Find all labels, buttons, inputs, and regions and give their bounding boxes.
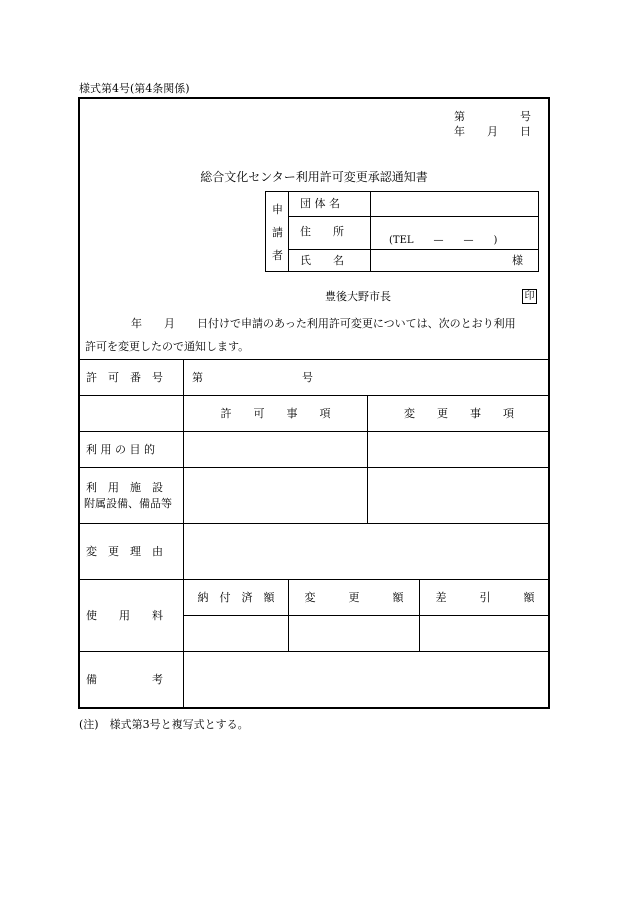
body-text-line-2: 許可を変更したので通知します。 [85, 340, 250, 353]
change-items-header: 変 更 事 項 [404, 407, 514, 420]
name-label: 氏 名 [300, 254, 344, 267]
applicant-side-3: 者 [272, 249, 283, 262]
applicant-side-1: 申 [272, 203, 283, 216]
applicant-side-2: 請 [272, 226, 283, 239]
document-number: 第 号 [454, 110, 531, 123]
form-number-label: 様式第4号(第4条関係) [79, 82, 190, 95]
fee-difference-header: 差 引 額 [435, 591, 535, 604]
change-reason-label: 変 更 理 由 [86, 545, 163, 558]
tel-label: (TEL — — ) [389, 235, 498, 246]
address-label: 住 所 [300, 225, 344, 238]
footnote: (注) 様式第3号と複写式とする。 [79, 718, 249, 731]
fee-changed-header: 変 更 額 [304, 591, 404, 604]
permit-items-header: 許 可 事 項 [220, 407, 331, 420]
fee-label: 使 用 料 [86, 609, 163, 622]
fee-paid-header: 納 付 済 額 [197, 591, 275, 604]
permit-number-value: 第 号 [192, 371, 313, 384]
facility-label-1: 利 用 施 設 [86, 481, 163, 494]
document-title: 総合文化センター利用許可変更承認通知書 [200, 170, 428, 184]
seal-mark: 印 [522, 289, 537, 304]
issuer: 豊後大野市長 [325, 290, 391, 303]
facility-label-2: 附属設備、備品等 [84, 497, 172, 510]
document-date: 年 月 日 [454, 125, 531, 138]
purpose-label: 利 用 の 目 的 [86, 443, 155, 456]
remarks-label: 備 考 [86, 673, 163, 686]
permit-number-label: 許 可 番 号 [86, 371, 163, 384]
sama-label: 様 [512, 254, 523, 267]
org-name-label: 団 体 名 [300, 197, 340, 210]
body-text-line-1: 年 月 日付けで申請のあった利用許可変更については、次のとおり利用 [131, 317, 516, 330]
